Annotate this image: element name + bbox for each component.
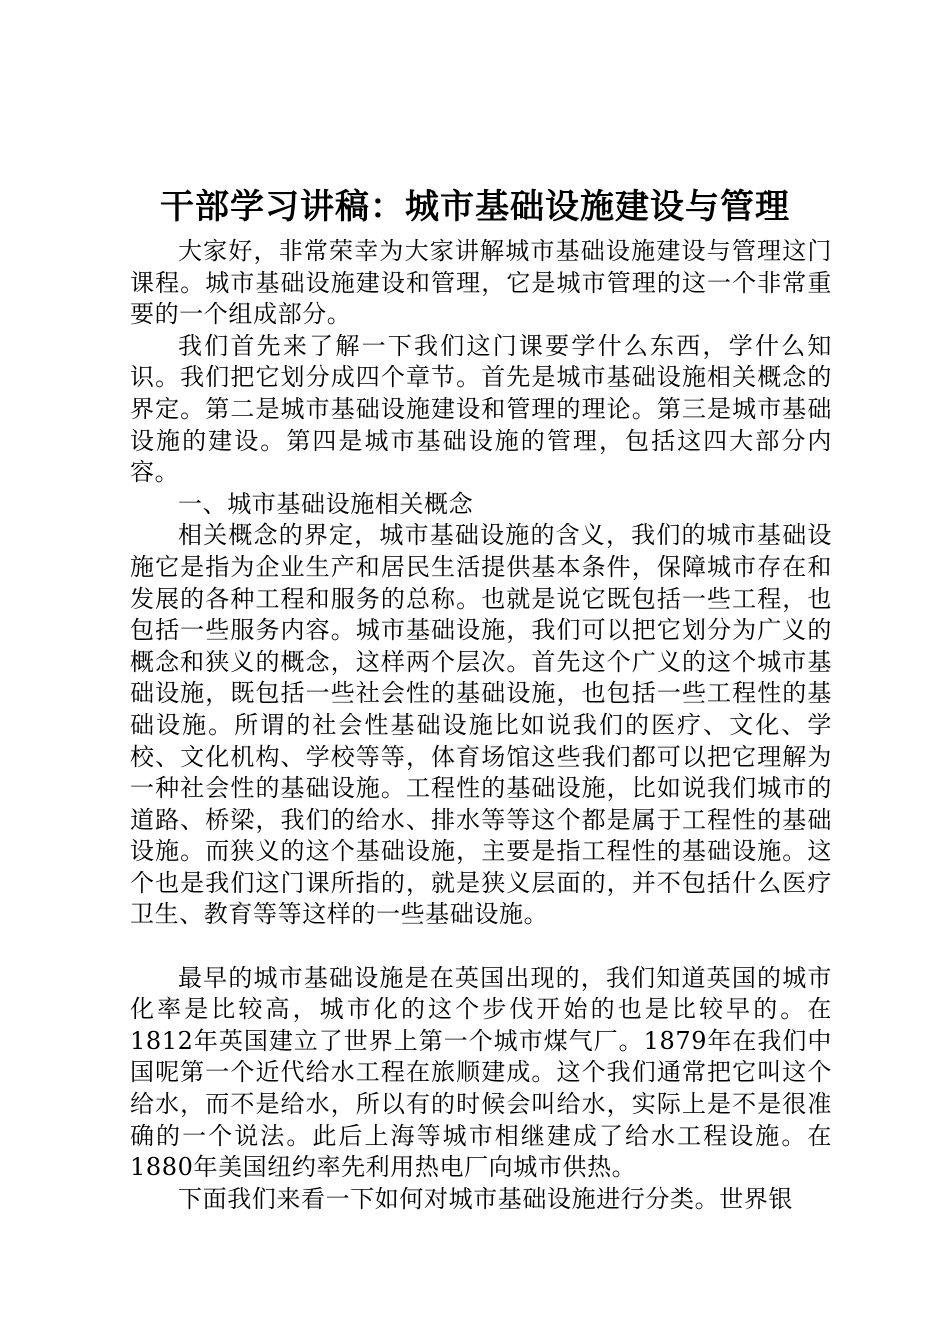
section-heading: 一、城市基础设施相关概念 bbox=[178, 489, 474, 518]
paragraph-history: 最早的城市基础设施是在英国出现的，我们知道英国的城市化率是比较高，城市化的这个步伐开始的也是比较早的。在1812年英国建立了世界上第一个城市煤气厂。1879年在我们中国呢第一个近代给水工程在旅顺建成。这个我们通常把它叫这个给水，而不是给水，所以有的时候会叫给水，实际上是不是很准确的一个说法。此后上海等城市相继建成了给水工程设施。在1880年美国纽约率先利用热电厂向城市供热。 bbox=[130, 963, 832, 1182]
paragraph-spacer bbox=[130, 931, 832, 963]
paragraph-course-outline: 我们首先来了解一下我们这门课要学什么东西，学什么知识。我们把它划分成四个章节。首先是城市基础设施相关概念的界定。第二是城市基础设施建设和管理的理论。第三是城市基础设施的建设。第四是城市基础设施的管理，包括这四大部分内容。 bbox=[130, 331, 832, 487]
document-body bbox=[130, 236, 832, 1215]
paragraph-intro: 大家好，非常荣幸为大家讲解城市基础设施建设与管理这门课程。城市基础设施建设和管理，它是城市管理的这一个非常重要的一个组成部分。 bbox=[130, 237, 832, 329]
document-title: 干部学习讲稿：城市基础设施建设与管理 bbox=[160, 187, 790, 227]
paragraph-definition: 相关概念的界定，城市基础设施的含义，我们的城市基础设施它是指为企业生产和居民生活提供基本条件，保障城市存在和发展的各种工程和服务的总称。也就是说它既包括一些工程，也包括一些服务内容。城市基础设施，我们可以把它划分为广义的概念和狭义的概念，这样两个层次。首先这个广义的这个城市基础设施，既包括一些社会性的基础设施，也包括一些工程性的基础设施。所谓的社会性基础设施比如说我们的医疗、文化、学校、文化机构、学校等等，体育场馆这些我们都可以把它理解为一种社会性的基础设施。工程性的基础设施，比如说我们城市的道路、桥梁，我们的给水、排水等等这个都是属于工程性的基础设施。而狭义的这个基础设施，主要是指工程性的基础设施。这个也是我们这门课所指的，就是狭义层面的，并不包括什么医疗卫生、教育等等这样的一些基础设施。 bbox=[130, 521, 832, 929]
paragraph-classification: 下面我们来看一下如何对城市基础设施进行分类。世界银 bbox=[178, 1184, 793, 1213]
